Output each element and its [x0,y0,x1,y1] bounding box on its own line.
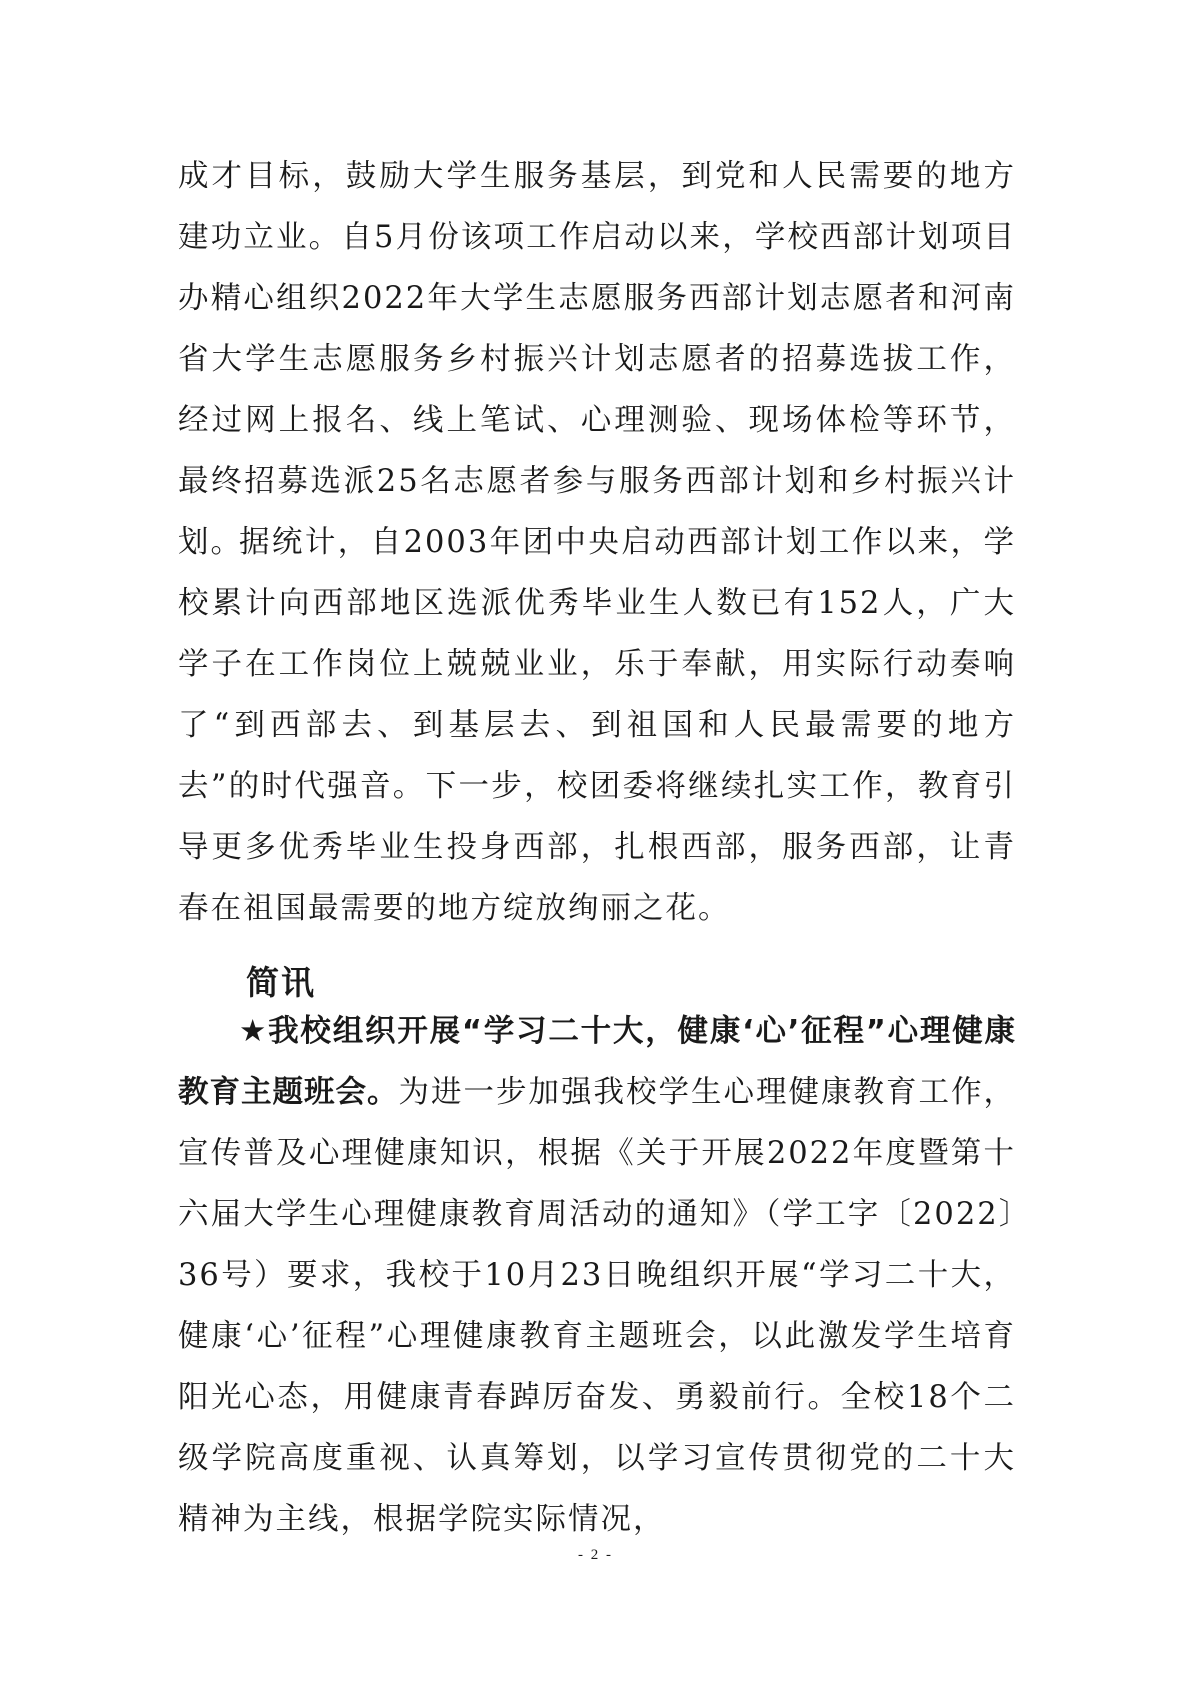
news-item-paragraph [178,1001,1016,1550]
paragraph-western-plan-recruitment: 成才目标，鼓励大学生服务基层，到党和人民需要的地方建功立业。自5月份该项工作启动以来，学校西部计划项目办精心组织2022年大学生志愿服务西部计划志愿者和河南省大学生志愿服务乡村振兴计划志愿者的招募选拔工作，经过网上报名、线上笔试、心理测验、现场体检等环节，最终招募选派25名志愿者参与服务西部计划和乡村振兴计划。 [178,159,1016,560]
news-item-title: ★我校组织开展“学习二十大，健康‘心’征程”心理健康教育主题班会。 [178,1014,1016,1110]
section-heading-briefs: 简讯 [246,963,316,1002]
paragraph-statistics: 据统计，自2003年团中央启动西部计划工作以来，学校累计向西部地区选派优秀毕业生人数已有152人，广大学子在工作岗位上兢兢业业，乐于奉献，用实际行动奏响了“到西部去、到基层去、到祖国和人民最需要的地方去”的时代强音。下一步，校团委将继续扎实工作，教育引导更多优秀毕业生投身西部，扎根西部，服务西部，让青春在祖国最需要的地方绽放绚丽之花。 [178,525,1016,926]
page-number: - 2 - [578,1547,613,1563]
news-item-body: 为进一步加强我校学生心理健康教育工作，宣传普及心理健康知识，根据《关于开展2022年度暨第十六届大学生心理健康教育周活动的通知》（学工字〔2022〕36号）要求，我校于10月23日晚组织开展“学习二十大，健康‘心’征程”心理健康教育主题班会，以此激发学生培育阳光心态，用健康青春踔厉奋发、勇毅前行。全校18个二级学院高度重视、认真筹划，以学习宣传贯彻党的二十大精神为主线，根据学院实际情况， [178,1075,1016,1537]
